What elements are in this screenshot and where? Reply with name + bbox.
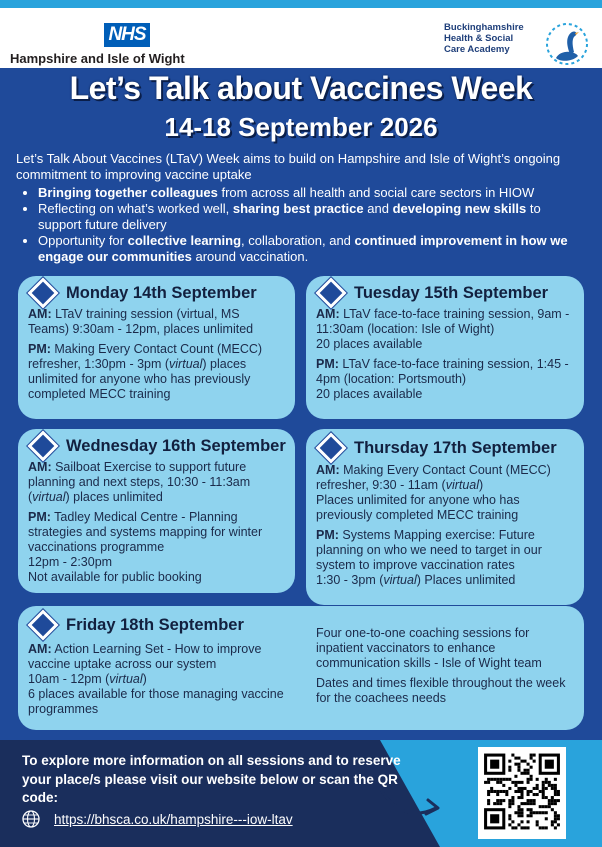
- friday-coaching-text: Four one-to-one coaching sessions for inpatient vaccinators to enhance communication skills - Isle of Wight team: [316, 626, 542, 670]
- intro-bullets: [16, 185, 586, 265]
- wednesday-pm-note: Not available for public booking: [28, 570, 202, 584]
- website-link[interactable]: https://bhsca.co.uk/hampshire---iow-ltav: [54, 811, 293, 827]
- thursday-am: [316, 463, 572, 523]
- footer-text: To explore more information on all sessions and to reserve your place/s please visit our website below or scan the QR code:: [22, 753, 401, 805]
- monday-pm-italic: virtual: [169, 357, 203, 371]
- friday-am-text: Action Learning Set - How to improve vaccine uptake across our system: [28, 642, 262, 671]
- thursday-am-places: Places unlimited for anyone who has previously completed MECC training: [316, 493, 520, 522]
- monday-am: [28, 307, 283, 337]
- academy-line-2: Health & Social: [444, 33, 514, 44]
- bullet-2-bold-2: developing new skills: [392, 201, 527, 216]
- qr-code[interactable]: [478, 747, 566, 839]
- card-friday-header: [26, 608, 244, 642]
- tuesday-pm-places: 20 places available: [316, 387, 423, 401]
- top-accent-band: [0, 0, 602, 8]
- card-friday-title: Friday 18th September: [66, 615, 244, 634]
- card-monday-header: [26, 276, 257, 310]
- card-tuesday-title: Tuesday 15th September: [354, 283, 549, 302]
- card-monday-body: [28, 307, 283, 407]
- card-thursday: [306, 429, 584, 605]
- bullet-2-rest: to support future delivery: [38, 201, 541, 232]
- diamond-icon: [27, 430, 58, 461]
- bullet-2-pre: Reflecting on what’s worked well,: [38, 201, 233, 216]
- card-monday: [18, 276, 295, 419]
- page-subtitle: 14-18 September 2026: [164, 112, 438, 142]
- wednesday-am-italic: virtual: [32, 490, 66, 504]
- bullet-3-rest: around vaccination.: [191, 249, 309, 264]
- academy-line-1: Buckinghamshire: [444, 22, 524, 33]
- wednesday-pm: [28, 510, 283, 585]
- diamond-icon: [315, 432, 346, 463]
- pm-label: PM:: [316, 528, 339, 542]
- card-wednesday-body: [28, 460, 283, 590]
- nhs-region-name: Hampshire and Isle of Wight: [10, 51, 185, 66]
- bullet-3-bold-1: collective learning: [127, 233, 242, 248]
- card-tuesday: [306, 276, 584, 419]
- friday-am-time-1: 10am - 12pm (: [28, 672, 110, 686]
- page-title: Let’s Talk about Vaccines Week: [69, 70, 533, 106]
- diamond-icon: [27, 277, 58, 308]
- friday-coaching-note: Dates and times flexible throughout the week for the coachees needs: [316, 676, 566, 705]
- tuesday-am: [316, 307, 572, 352]
- diamond-icon: [27, 609, 58, 640]
- academy-line-3: Care Academy: [444, 44, 510, 55]
- arrow-right-icon: [378, 782, 444, 822]
- card-friday: [18, 606, 584, 730]
- am-label: AM:: [316, 307, 340, 321]
- globe-icon: [22, 810, 40, 828]
- thursday-pm-time-1: 1:30 - 3pm (: [316, 573, 384, 587]
- friday-am-places: 6 places available for those managing vaccine programmes: [28, 687, 284, 716]
- thursday-am-text-1: Making Every Contact Count (MECC) refresher, 9:30 - 11am (: [316, 463, 551, 492]
- wednesday-am-text-1: Sailboat Exercise to support future planning and next steps, 10:30 - 11:3am (: [28, 460, 251, 504]
- bullet-3-pre: Opportunity for: [38, 233, 128, 248]
- thursday-am-text-2: ): [479, 478, 484, 492]
- diamond-icon: [315, 277, 346, 308]
- card-wednesday-header: [26, 429, 286, 463]
- wednesday-am-text-2: ) places unlimited: [65, 490, 163, 504]
- thursday-pm-time-2: ) Places unlimited: [416, 573, 516, 587]
- card-wednesday-title: Wednesday 16th September: [66, 436, 286, 455]
- bullet-3-mid: , collaboration, and: [241, 233, 355, 248]
- am-label: AM:: [28, 460, 52, 474]
- intro-bullet-3: [38, 233, 586, 265]
- bullet-2-mid: and: [363, 201, 393, 216]
- header: [0, 8, 602, 68]
- tuesday-pm-text: LTaV face-to-face training session, 1:45 - 4pm (location: Portsmouth): [316, 357, 569, 386]
- card-thursday-title: Thursday 17th September: [354, 438, 557, 457]
- pm-label: PM:: [28, 342, 51, 356]
- intro-bullet-1: [38, 185, 586, 201]
- card-tuesday-header: [314, 276, 548, 310]
- card-thursday-body: [316, 463, 572, 593]
- monday-pm: [28, 342, 283, 402]
- nhs-badge: NHS: [104, 23, 150, 47]
- card-thursday-header: [314, 431, 557, 465]
- am-label: AM:: [28, 307, 52, 321]
- wednesday-pm-time: 12pm - 2:30pm: [28, 555, 113, 569]
- monday-am-text: LTaV training session (virtual, MS Teams) 9:30am - 12pm, places unlimited: [28, 307, 254, 336]
- pm-label: PM:: [28, 510, 51, 524]
- nhs-logo: [10, 23, 190, 71]
- card-wednesday: [18, 429, 295, 593]
- am-label: AM:: [28, 642, 52, 656]
- card-friday-coaching: [316, 626, 572, 711]
- intro: [16, 151, 586, 265]
- tuesday-am-text: LTaV face-to-face training session, 9am - 11:30am (location: Isle of Wight): [316, 307, 570, 336]
- tuesday-pm: [316, 357, 572, 402]
- thursday-pm-text: Systems Mapping exercise: Future planning on who we need to target in our system to improve vaccination rates: [316, 528, 542, 572]
- card-friday-body: [28, 642, 290, 722]
- friday-am-italic: virtual: [109, 672, 143, 686]
- pm-label: PM:: [316, 357, 339, 371]
- monday-pm-text-1: Making Every Contact Count (MECC) refresher, 1:30pm - 3pm (: [28, 342, 263, 371]
- bullet-2-bold-1: sharing best practice: [232, 201, 364, 216]
- academy-name: [444, 22, 524, 55]
- friday-am: [28, 642, 290, 717]
- bullet-3-bold-2: continued improvement in how we engage our communities: [38, 233, 568, 264]
- am-label: AM:: [316, 463, 340, 477]
- thursday-am-italic: virtual: [445, 478, 480, 492]
- thursday-pm-italic: virtual: [383, 573, 417, 587]
- thursday-pm: [316, 528, 572, 588]
- wednesday-pm-text: Tadley Medical Centre - Planning strategies and systems mapping for winter vaccinations programme: [28, 510, 263, 554]
- tuesday-am-places: 20 places available: [316, 337, 423, 351]
- intro-text: Let’s Talk About Vaccines (LTaV) Week aims to build on Hampshire and Isle of Wight’s ongoing commitment to improving vaccine uptake: [16, 151, 561, 182]
- friday-am-time-2: ): [142, 672, 147, 686]
- bullet-1-bold: Bringing together colleagues: [38, 185, 218, 200]
- card-tuesday-body: [316, 307, 572, 407]
- wednesday-am: [28, 460, 283, 505]
- footer-link-row[interactable]: [22, 810, 293, 828]
- academy-logo: [444, 20, 590, 70]
- intro-bullet-2: [38, 201, 586, 233]
- card-monday-title: Monday 14th September: [66, 283, 257, 302]
- monday-pm-text-2: ) places unlimited for anyone who has previously completed MECC training: [28, 357, 251, 401]
- bullet-1-rest: from across all health and social care sectors in HIOW: [217, 185, 535, 200]
- swan-icon: [544, 20, 590, 68]
